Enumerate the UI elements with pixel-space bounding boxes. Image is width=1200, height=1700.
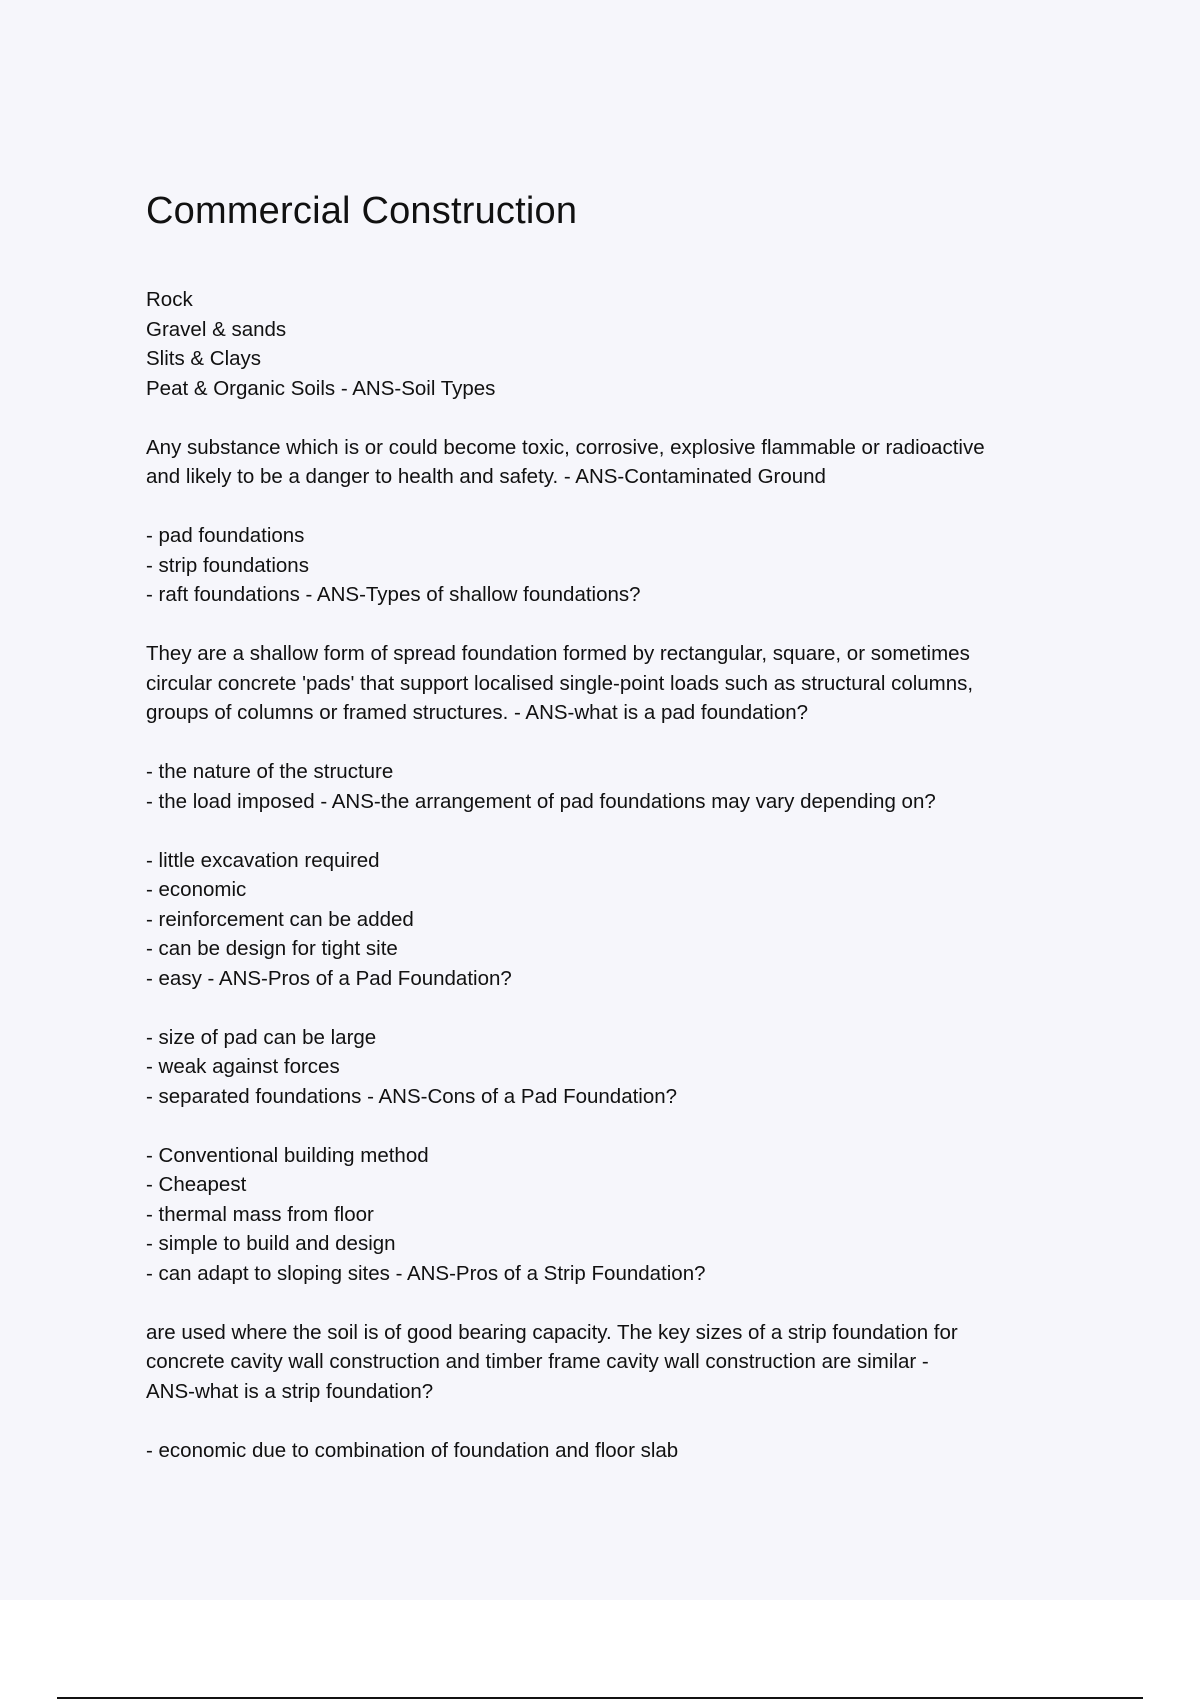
document-content — [146, 186, 1066, 1495]
text-line: and likely to be a danger to health and safety. - ANS-Contaminated Ground — [146, 465, 826, 488]
text-line: - reinforcement can be added — [146, 907, 414, 931]
flashcard-block — [146, 433, 1066, 492]
text-line: Rock — [146, 288, 193, 311]
text-line: - can be design for tight site — [146, 937, 398, 960]
flashcard-block — [146, 1023, 1066, 1112]
flashcard-block — [146, 1318, 1066, 1407]
text-line: - economic — [146, 878, 247, 901]
text-line: - strip foundations — [146, 553, 309, 577]
text-line: are used where the soil is of good bearing capacity. The key sizes of a strip foundation for — [146, 1320, 958, 1344]
flashcard-block — [146, 1141, 1066, 1289]
text-line: Slits & Clays — [146, 347, 262, 370]
flashcard-block — [146, 1436, 1066, 1466]
flashcard-block — [146, 757, 1066, 816]
text-line: - easy - ANS-Pros of a Pad Foundation? — [146, 966, 512, 990]
flashcard-block — [146, 639, 1066, 728]
page-divider — [57, 1697, 1143, 1699]
text-line: ANS-what is a strip foundation? — [146, 1379, 434, 1403]
text-line: Any substance which is or could become toxic, corrosive, explosive flammable or radioactive — [146, 435, 985, 459]
text-line: - Conventional building method — [146, 1143, 429, 1167]
flashcard-block — [146, 846, 1066, 994]
text-line: - raft foundations - ANS-Types of shallow foundations? — [146, 583, 641, 606]
text-line: - the nature of the structure — [146, 760, 394, 783]
flashcard-block — [146, 285, 1066, 403]
flashcard-list — [146, 285, 1066, 1465]
text-line: - little excavation required — [146, 848, 380, 872]
text-line: circular concrete 'pads' that support localised single-point loads such as structural columns, — [146, 671, 974, 695]
text-line: groups of columns or framed structures. - ANS-what is a pad foundation? — [146, 701, 809, 724]
text-line: - economic due to combination of foundation and floor slab — [146, 1438, 679, 1462]
text-line: - size of pad can be large — [146, 1025, 377, 1049]
text-line: - the load imposed - ANS-the arrangement of pad foundations may vary depending on? — [146, 789, 936, 813]
document-title: Commercial Construction — [146, 190, 578, 232]
text-line: - simple to build and design — [146, 1232, 396, 1255]
text-line: concrete cavity wall construction and timber frame cavity wall construction are similar - — [146, 1350, 929, 1373]
text-line: - pad foundations — [146, 524, 305, 547]
flashcard-block — [146, 521, 1066, 610]
text-line: - separated foundations - ANS-Cons of a Pad Foundation? — [146, 1084, 678, 1108]
text-line: Peat & Organic Soils - ANS-Soil Types — [146, 376, 496, 400]
text-line: - weak against forces — [146, 1055, 340, 1078]
text-line: They are a shallow form of spread foundation formed by rectangular, square, or sometimes — [146, 642, 970, 665]
text-line: - thermal mass from floor — [146, 1202, 374, 1226]
text-line: - can adapt to sloping sites - ANS-Pros of a Strip Foundation? — [146, 1261, 706, 1285]
text-line: Gravel & sands — [146, 317, 287, 341]
text-line: - Cheapest — [146, 1173, 247, 1196]
